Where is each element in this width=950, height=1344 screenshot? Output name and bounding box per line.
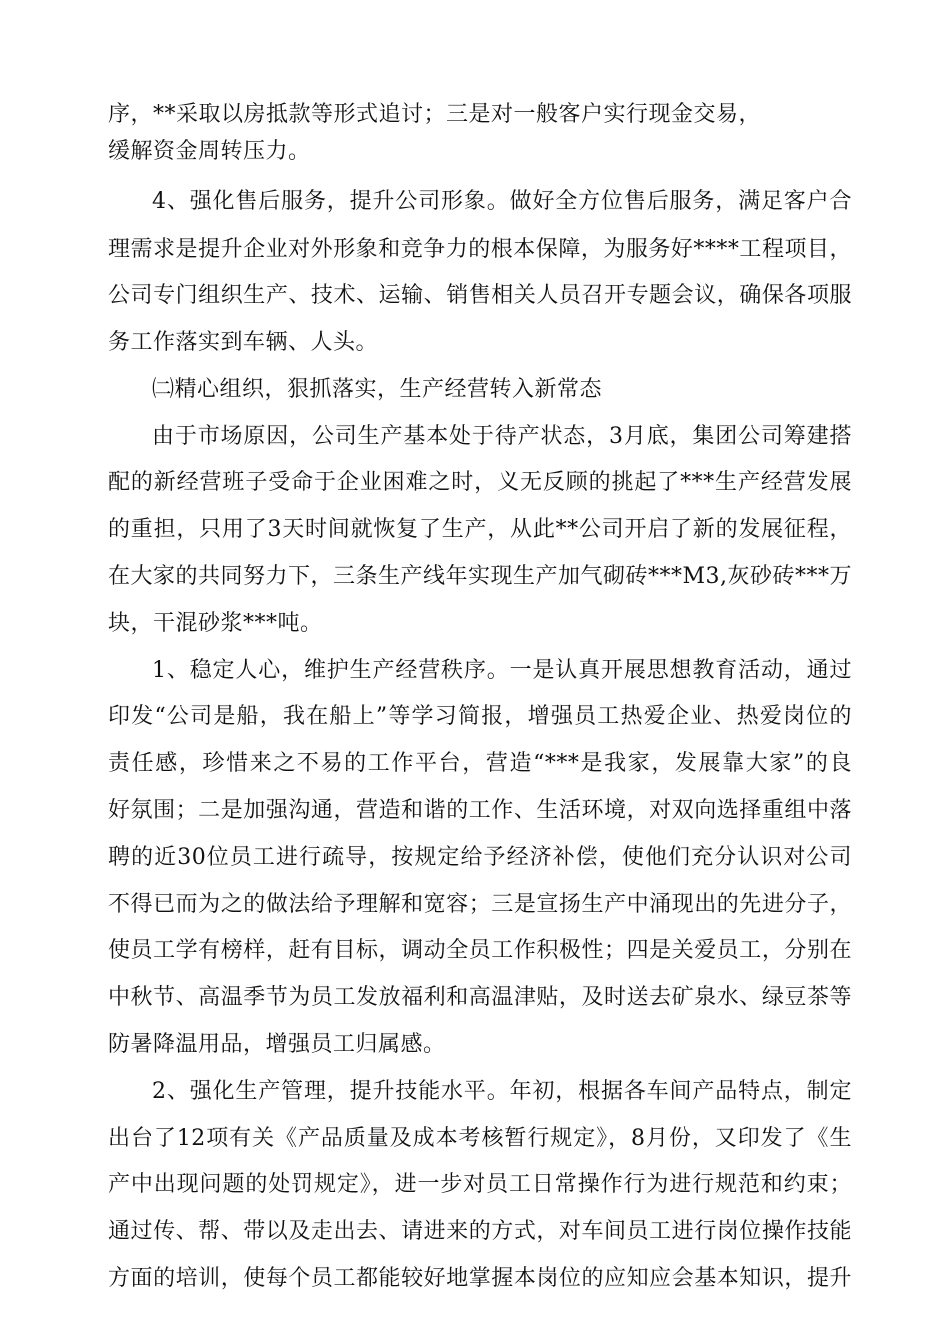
text-line: 印发“公司是船，我在船上”等学习简报，增强员工热爱企业、热爱岗位的 bbox=[108, 704, 852, 729]
text-line: 理需求是提升企业对外形象和竞争力的根本保障，为服务好****工程项目， bbox=[108, 237, 852, 262]
text-line: 序，**采取以房抵款等形式追讨；三是对一般客户实行现金交易， bbox=[108, 102, 762, 127]
section-heading: ㈡精心组织，狠抓落实，生产经营转入新常态 bbox=[152, 377, 603, 402]
text-line: 防暑降温用品，增强员工归属感。 bbox=[108, 1032, 446, 1057]
text-line: 在大家的共同努力下，三条生产线年实现生产加气砌砖***M3,灰砂砖***万 bbox=[108, 564, 852, 589]
text-line: 使员工学有榜样，赶有目标，调动全员工作积极性；四是关爱员工，分别在 bbox=[108, 938, 852, 963]
text-line: 不得已而为之的做法给予理解和宽容；三是宣扬生产中涌现出的先进分子， bbox=[108, 892, 852, 917]
text-line: 块，干混砂浆***吨。 bbox=[108, 611, 323, 636]
text-line: 聘的近30位员工进行疏导，按规定给予经济补偿，使他们充分认识对公司 bbox=[108, 845, 852, 870]
text-line: 中秋节、高温季节为员工发放福利和高温津贴，及时送去矿泉水、绿豆茶等 bbox=[108, 985, 852, 1010]
text-line: 产中出现问题的处罚规定》，进一步对员工日常操作行为进行规范和约束； bbox=[108, 1172, 852, 1197]
text-line: 出台了12项有关《产品质量及成本考核暂行规定》，8月份，又印发了《生 bbox=[108, 1126, 852, 1151]
text-line: 公司专门组织生产、技术、运输、销售相关人员召开专题会议，确保各项服 bbox=[108, 283, 852, 308]
text-line: 的重担，只用了3天时间就恢复了生产，从此**公司开启了新的发展征程， bbox=[108, 517, 852, 542]
paragraph-start-line: 由于市场原因，公司生产基本处于待产状态，3月底，集团公司筹建搭 bbox=[152, 424, 852, 449]
text-line: 方面的培训，使每个员工都能较好地掌握本岗位的应知应会基本知识，提升 bbox=[108, 1266, 852, 1291]
paragraph-start-line: 1、稳定人心，维护生产经营秩序。一是认真开展思想教育活动，通过 bbox=[152, 658, 852, 683]
text-line: 通过传、帮、带以及走出去、请进来的方式，对车间员工进行岗位操作技能 bbox=[108, 1219, 852, 1244]
text-line: 务工作落实到车辆、人头。 bbox=[108, 330, 379, 355]
paragraph-start-line: 2、强化生产管理，提升技能水平。年初，根据各车间产品特点，制定 bbox=[152, 1079, 852, 1104]
text-line: 责任感，珍惜来之不易的工作平台，营造“***是我家，发展靠大家”的良 bbox=[108, 751, 852, 776]
text-line: 好氛围；二是加强沟通，营造和谐的工作、生活环境，对双向选择重组中落 bbox=[108, 798, 852, 823]
text-line: 配的新经营班子受命于企业困难之时，义无反顾的挑起了***生产经营发展 bbox=[108, 470, 852, 495]
paragraph-start-line: 4、强化售后服务，提升公司形象。做好全方位售后服务，满足客户合 bbox=[152, 189, 852, 214]
text-line: 缓解资金周转压力。 bbox=[108, 139, 311, 164]
